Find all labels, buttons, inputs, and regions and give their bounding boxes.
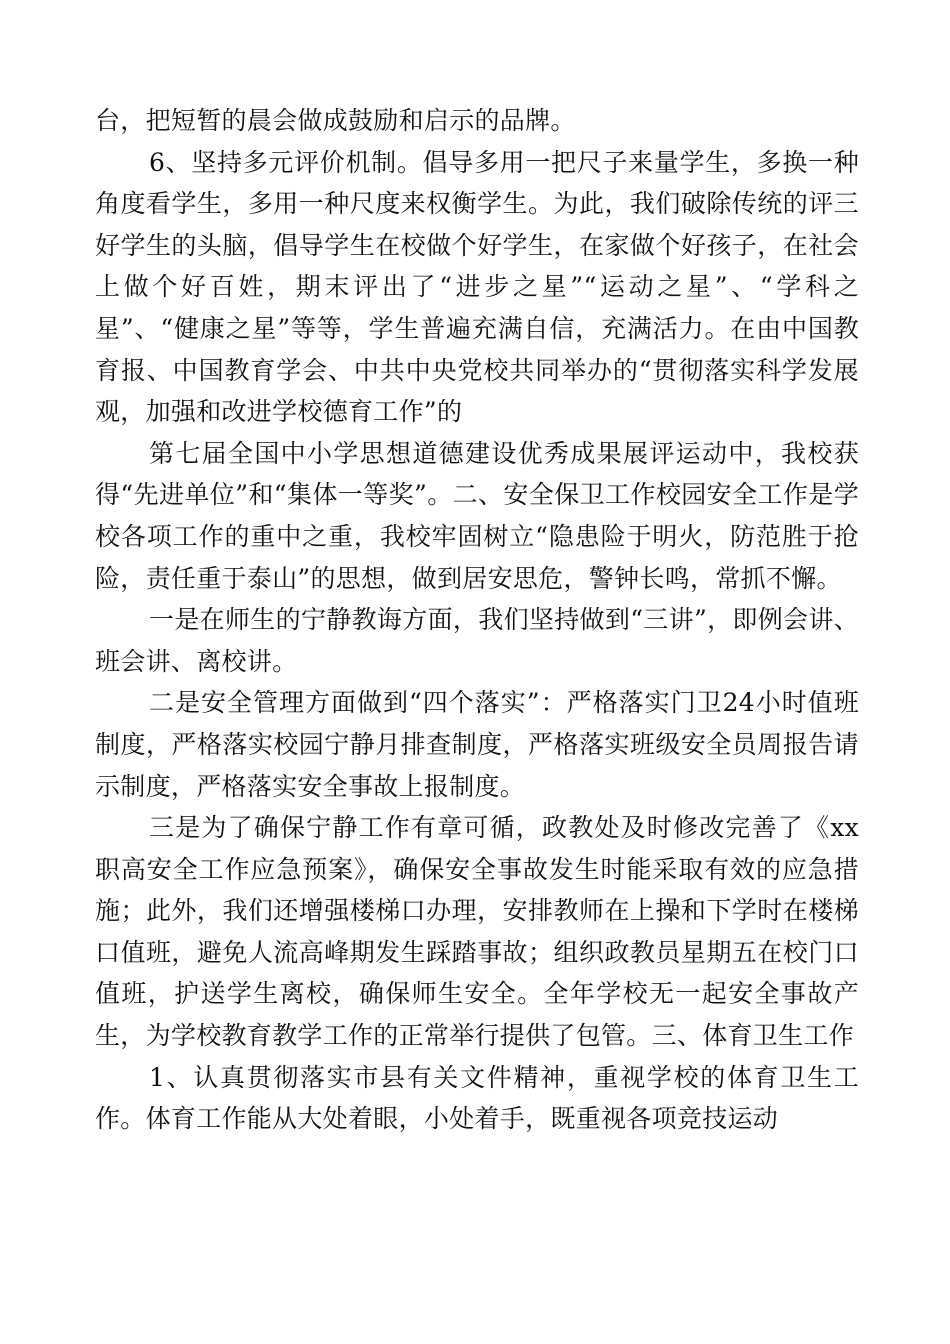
paragraph-3: 第七届全国中小学思想道德建设优秀成果展评运动中，我校获得“先进单位”和“集体一等奖”。二、安全保卫工作校园安全工作是学校各项工作的重中之重，我校牢固树立“隐患险于明火，防范胜于抢险，责任重于泰山”的思想，做到居安思危，警钟长鸣，常抓不懈。	[95, 438, 859, 593]
paragraph-4: 一是在师生的宁静教诲方面，我们坚持做到“三讲”，即例会讲、班会讲、离校讲。	[95, 605, 859, 676]
paragraph-5: 二是安全管理方面做到“四个落实”：严格落实门卫24小时值班制度，严格落实校园宁静月排查制度，严格落实班级安全员周报告请示制度，严格落实安全事故上报制度。	[95, 688, 859, 801]
paragraph-7: 1、认真贯彻落实市县有关文件精神，重视学校的体育卫生工作。体育工作能从大处着眼，小处着手，既重视各项竞技运动	[95, 1062, 859, 1134]
body-text	[95, 100, 859, 1140]
paragraph-6: 三是为了确保宁静工作有章可循，政教处及时修改完善了《xx职高安全工作应急预案》，确保安全事故发生时能采取有效的应急措施；此外，我们还增强楼梯口办理，安排教师在上操和下学时在楼梯口值班，避免人流高峰期发生踩踏事故；组织政教员星期五在校门口值班，护送学生离校，确保师生安全。全年学校无一起安全事故产生，为学校教育教学工作的正常举行提供了包管。三、体育卫生工作	[95, 813, 859, 1051]
paragraph-1: 台，把短暂的晨会做成鼓励和启示的品牌。	[95, 106, 576, 135]
paragraph-2: 6、坚持多元评价机制。倡导多用一把尺子来量学生，多换一种角度看学生，多用一种尺度来权衡学生。为此，我们破除传统的评三好学生的头脑，倡导学生在校做个好学生，在家做个好孩子，在社会上做个好百姓，期末评出了“进步之星”“运动之星”、“学科之星”、“健康之星”等等，学生普遍充满自信，充满活力。在由中国教育报、中国教育学会、中共中央党校共同举办的“贯彻落实科学发展观，加强和改进学校德育工作”的	[95, 147, 859, 427]
